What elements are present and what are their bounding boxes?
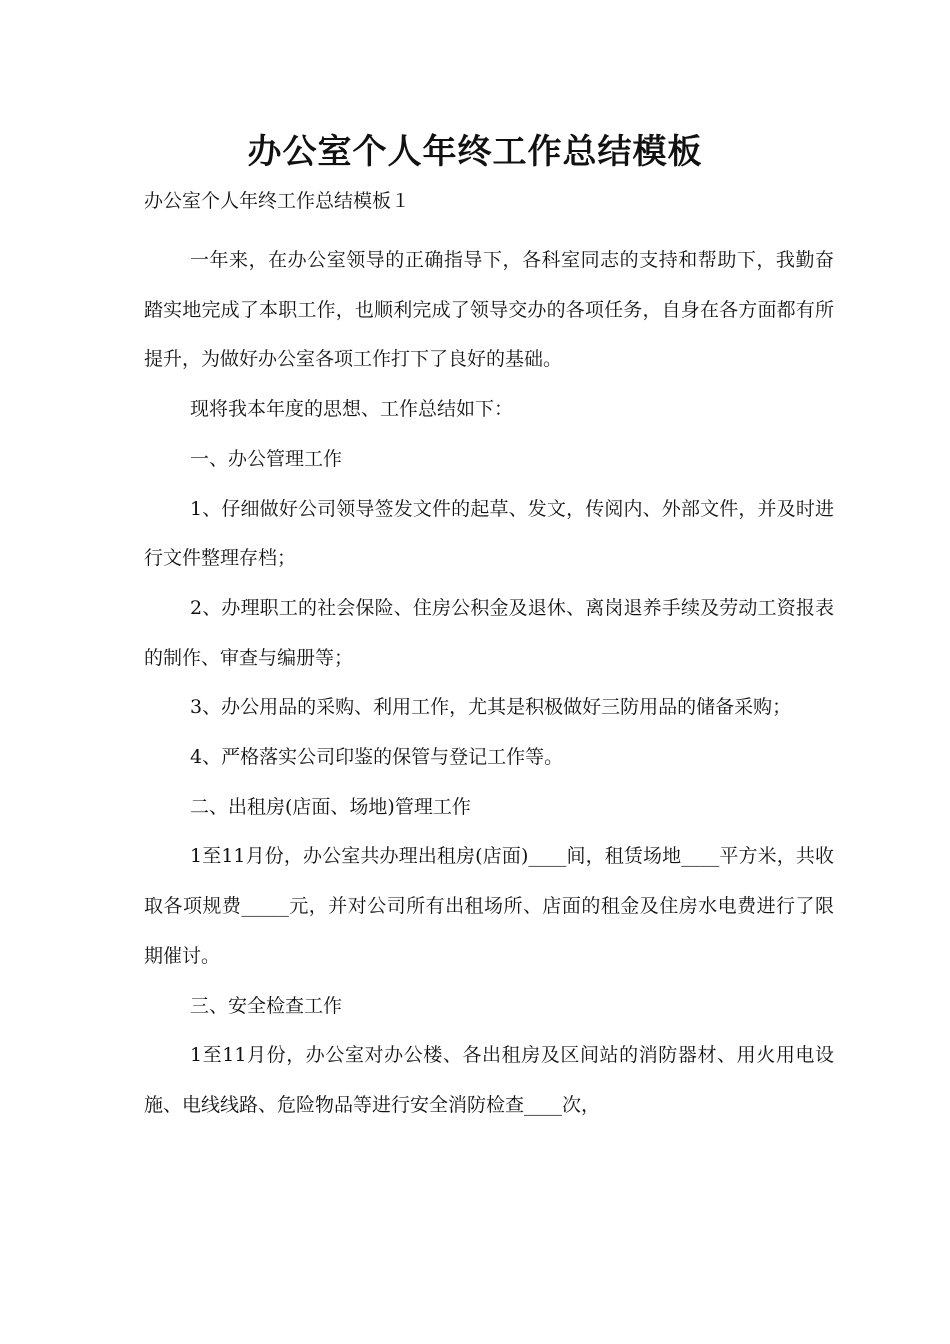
section-heading-office-management: 一、办公管理工作	[190, 447, 343, 470]
list-item-insurance: 2、办理职工的社会保险、住房公积金及退休、离岗退养手续及劳动工资报表的制作、审查与编册等；	[144, 596, 834, 669]
paragraph-safety: 1至11月份，办公室对办公楼、各出租房及区间站的消防器材、用火用电设施、电线线路、危险物品等进行安全消防检查____次，	[144, 1044, 834, 1116]
section-heading-safety: 三、安全检查工作	[190, 994, 343, 1017]
paragraph-summary-lead: 现将我本年度的思想、工作总结如下：	[190, 398, 514, 421]
list-item-documents: 1、仔细做好公司领导签发文件的起草、发文，传阅内、外部文件，并及时进行文件整理存档；	[144, 497, 834, 570]
paragraph-rental: 1至11月份，办公室共办理出租房(店面)____间，租赁场地____平方米，共收取各项规费_____元，并对公司所有出租场所、店面的租金及住房水电费进行了限期催讨。	[144, 845, 834, 967]
list-item-seals: 4、严格落实公司印鉴的保管与登记工作等。	[190, 746, 564, 769]
document-subtitle: 办公室个人年终工作总结模板１	[144, 190, 411, 212]
paragraph-intro: 一年来，在办公室领导的正确指导下，各科室同志的支持和帮助下，我勤奋踏实地完成了本职工作，也顺利完成了领导交办的各项任务，自身在各方面都有所提升，为做好办公室各项工作打下了良好的基础。	[144, 249, 834, 371]
document-title: 办公室个人年终工作总结模板	[247, 132, 703, 172]
document-body	[144, 236, 834, 1131]
section-heading-rental: 二、出租房(店面、场地)管理工作	[190, 795, 471, 818]
list-item-supplies: 3、办公用品的采购、利用工作，尤其是积极做好三防用品的储备采购；	[190, 696, 792, 719]
